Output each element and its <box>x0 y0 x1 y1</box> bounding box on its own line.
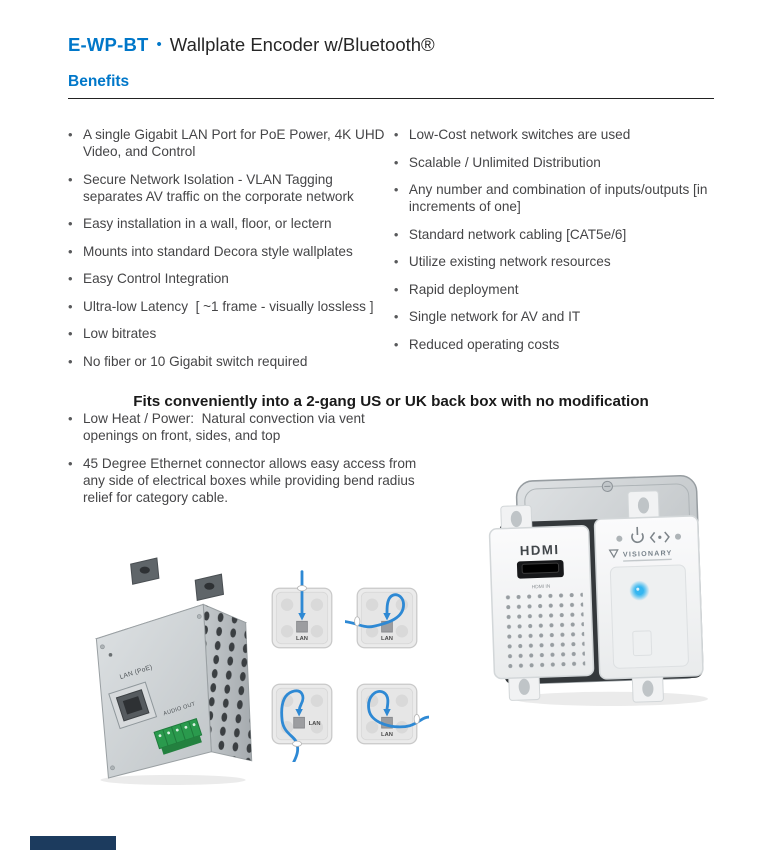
benefit-text: Reduced operating costs <box>408 336 560 352</box>
benefit-text: Low bitrates <box>83 326 157 341</box>
benefit-item <box>394 336 714 353</box>
lan-port <box>294 717 305 728</box>
benefits-list-right <box>394 126 714 380</box>
encoder-front-face <box>96 604 211 777</box>
bullet-icon: • <box>393 226 399 242</box>
hdmi-wallplate <box>489 503 595 701</box>
lan-label: LAN <box>296 635 308 642</box>
cable-routing-diagrams <box>260 570 432 762</box>
benefits-list-left <box>68 126 394 380</box>
product-title: Wallplate Encoder w/Bluetooth® <box>169 34 435 55</box>
benefit-item <box>68 353 394 370</box>
bullet-icon: • <box>393 254 399 269</box>
benefit-text: Secure Network Isolation - VLAN Tagging separates AV traffic on the corporate network <box>83 171 354 204</box>
bullet-icon: • <box>68 455 73 471</box>
wallplate-backbox-image <box>460 462 715 710</box>
bullet-icon: • <box>68 243 73 259</box>
wallplate-backbox-figure <box>460 462 715 715</box>
benefit-item <box>394 226 714 243</box>
benefit-text: Low-Cost network switches are used <box>408 127 631 142</box>
audio-out-label: AUDIO OUT <box>162 701 197 718</box>
bullet-icon: • <box>393 127 399 142</box>
encoder-shadow <box>100 775 245 785</box>
mounting-brackets <box>131 558 224 600</box>
bullet-icon: • <box>393 182 399 197</box>
page-title <box>68 34 714 56</box>
benefit-item <box>68 325 394 342</box>
bullet-icon: • <box>68 298 73 314</box>
lan-poe-label: LAN (PoE) <box>119 663 154 681</box>
benefit-item <box>68 410 420 444</box>
benefit-text: Any number and combination of inputs/outputs [in increments of one] <box>408 182 712 214</box>
recessed-panel <box>610 565 688 669</box>
benefit-item <box>394 308 714 325</box>
section-heading-benefits: Benefits <box>68 73 130 90</box>
benefit-text: Standard network cabling [CAT5e/6] <box>408 226 627 242</box>
lan-port <box>297 621 308 632</box>
section-divider <box>68 98 714 99</box>
lan-label: LAN <box>381 731 393 738</box>
title-separator-dot: • <box>156 36 162 53</box>
encoder-unit-figure <box>80 554 262 791</box>
bullet-icon: • <box>393 154 399 170</box>
encoder-unit-image <box>80 554 262 786</box>
benefit-text: Single network for AV and IT <box>408 309 581 324</box>
bullet-icon: • <box>68 271 73 286</box>
benefits-columns <box>68 126 714 380</box>
benefit-text: Utilize existing network resources <box>408 254 611 269</box>
benefit-text: No fiber or 10 Gigabit switch required <box>83 353 308 369</box>
diagram-cable-from-top <box>260 570 344 666</box>
benefit-text: Rapid deployment <box>408 281 519 297</box>
benefit-item <box>68 243 394 260</box>
wallplate-shadow <box>514 692 708 706</box>
benefit-item <box>394 281 714 298</box>
bullet-icon: • <box>68 171 73 187</box>
lan-label: LAN <box>308 721 321 728</box>
benefit-text: Low Heat / Power: Natural convection via vent openings on front, sides, and top <box>83 411 369 443</box>
diagram-cable-from-left <box>345 570 429 666</box>
bullet-icon: • <box>68 353 73 369</box>
benefit-item <box>68 126 394 160</box>
bullet-icon: • <box>393 309 399 324</box>
benefit-item <box>394 181 714 215</box>
hdmi-in-label: HDMI IN <box>531 584 551 591</box>
bullet-icon: • <box>393 336 399 352</box>
benefit-text: A single Gigabit LAN Port for PoE Power, 4K UHD Video, and Control <box>83 127 389 159</box>
benefit-item <box>394 154 714 171</box>
benefit-item <box>68 215 394 232</box>
benefit-item <box>394 126 714 143</box>
benefit-text: Scalable / Unlimited Distribution <box>408 154 601 170</box>
bullet-icon: • <box>68 127 73 142</box>
brand-label: VISIONARY <box>622 549 673 559</box>
status-wallplate <box>593 489 704 703</box>
bullet-icon: • <box>68 326 73 341</box>
benefit-item <box>68 270 394 287</box>
diagram-cable-from-right <box>345 666 429 762</box>
benefit-item <box>68 455 420 506</box>
bullet-icon: • <box>393 281 399 297</box>
footer-accent-bar <box>30 836 116 850</box>
benefit-item <box>68 171 394 205</box>
additional-benefits-list <box>68 410 420 506</box>
benefit-text: Mounts into standard Decora style wallplates <box>83 243 353 259</box>
lan-label: LAN <box>381 635 393 642</box>
bullet-icon: • <box>68 216 73 231</box>
bullet-icon: • <box>68 411 73 426</box>
benefit-text: Easy installation in a wall, floor, or lectern <box>83 216 332 231</box>
benefit-text: 45 Degree Ethernet connector allows easy access from any side of electrical boxes while providing bend radius relief for category cable. <box>83 455 420 505</box>
benefit-item <box>68 298 394 315</box>
diagram-cable-from-bottom <box>260 666 344 762</box>
benefit-item <box>394 253 714 270</box>
benefit-text: Ultra-low Latency [ ~1 frame - visually lossless ] <box>83 298 374 314</box>
vent-holes <box>502 593 586 673</box>
fit-note: Fits conveniently into a 2-gang US or UK back box with no modification <box>133 393 649 410</box>
benefit-text: Easy Control Integration <box>83 271 229 286</box>
product-code: E-WP-BT <box>68 34 149 55</box>
hdmi-logo-label: HDMI <box>519 541 560 559</box>
